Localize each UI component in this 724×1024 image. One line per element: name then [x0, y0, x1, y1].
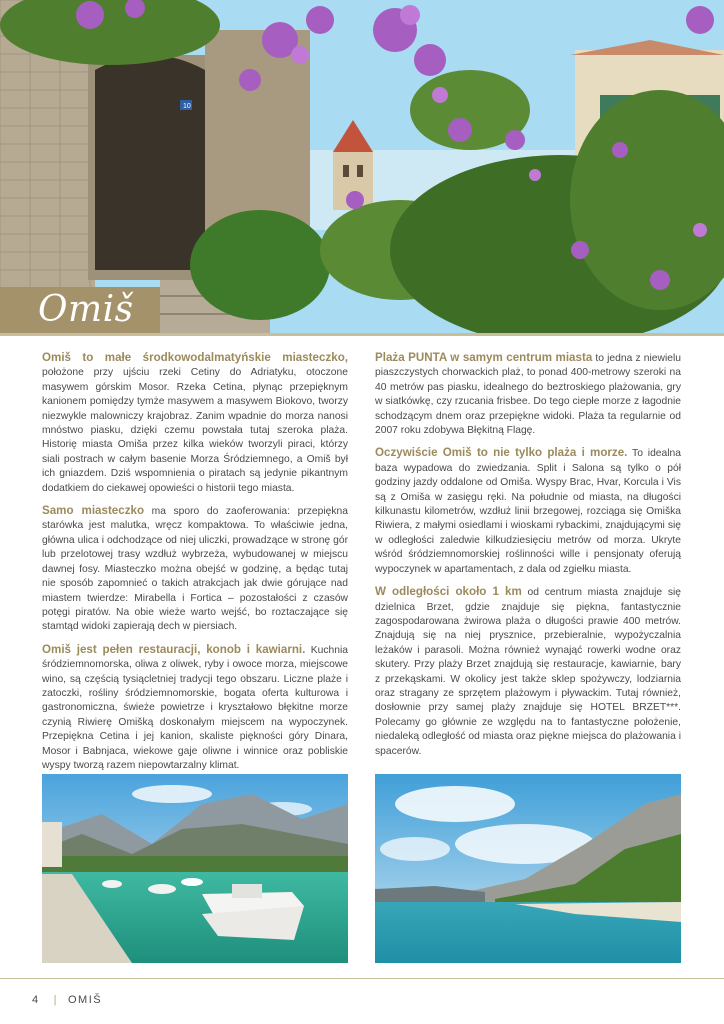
hero-illustration: [0, 0, 724, 333]
photo-harbour: [42, 774, 348, 963]
footer-section-name: OMIŠ: [67, 994, 103, 1006]
paragraph-brzet: [375, 585, 681, 759]
page-number: 4: [32, 994, 40, 1006]
paragraph-town: [42, 504, 348, 635]
page-footer: [32, 994, 102, 1006]
paragraph-lead: Omiš to małe środkowodalmatyńskie miasteczko,: [42, 351, 348, 364]
title-band: [0, 287, 160, 333]
left-column: [42, 351, 348, 781]
paragraph-body: od centrum miasta znajduje się dzielnica Brzet, gdzie znajduje się piękna, fantastycznie zagospodarowana żwirowa plaża o długości prawie 400 metrów. Znajdują się na niej prysznice, przebieralnie, wypożyczalnia leżaków i parasoli. Można również wynająć rowerki wodne oraz skutery. Przy plaży Brzet znajdują się restauracje, kawiarnie, bary z przekąskami. W okolicy jest także sklep spożywczy, lodziarnia oraz stragany ze sprzętem plażowym i pływackim. Tutaj również, dosłownie przy samej plaży znajduje się HOTEL BRZET***. Polecamy go głównie ze względu na to fantastyczne położenie, niedaleką odległość od miasta oraz piękne miejsca do plażowania i spacerów.: [375, 587, 681, 757]
paragraph-lead: Samo miasteczko: [42, 504, 145, 518]
paragraph-body: położone przy ujściu rzeki Cetiny do Adriatyku, otoczone masywem górskim Mosor. Rzeka Cetina, płynąc przepięknym kanionem pomiędzy tymże masywem a masywem Biokovo, tworzy niezwykle malowniczy krajobraz. Zanim wpadnie do morza nanosi mnóstwo piasku, dzięki czemu powstała tutaj szeroka plaża. Historię miasta Omiša przez kilka wieków tworzyli piraci, którzy siali postrach w całym basenie Morza Śródziemnego, a Omiš był ich gniazdem. Dziś wspomnienia o piratach są jedynie pikantnym dodatkiem do ciekawej opowieści o historii tego miasta.: [42, 367, 348, 494]
right-column: [375, 351, 681, 767]
paragraph-omis-intro: [42, 351, 348, 496]
top-divider: [0, 333, 724, 336]
house-number: 10: [183, 103, 191, 110]
paragraph-excursions: [375, 446, 681, 577]
bottom-divider: [0, 978, 724, 979]
paragraph-body: ma sporo do zaoferowania: przepiękna starówka jest malutka, wręcz kompaktowa. To właściwie jedna, główna ulica i odchodzące od niej uliczki, prowadzące w stronę gór lub przelotowej trasy wzdłuż wybrzeża, wybudowanej w miejscu dawnej fosy. Miasteczko można obejść w godzinę, a będąc tutaj nie sposób zapomnieć o takich atrakcjach jak dwie górujące nad miastem twierdze: Mirabella i Fortica – pozostałości z czasów potęgi piratów. Na obie wieże warto wejść, bo roztaczające się stamtąd widoki zapierają dech w piersiach.: [42, 506, 348, 633]
footer-separator: |: [53, 994, 58, 1006]
paragraph-body: to jedna z niewielu piaszczystych chorwackich plaż, to ponad 400-metrowy szeroki na 40 metrów pas piasku, idealnego do beztroskiego plażowania, gry w siatkówkę, czy rzucania frisbee. Do tego ciepłe morze z łagodnie schodzącym dnem oraz przepiękne widoki. Plaża ta regularnie od 2007 roku zdobywa Błękitną Flagę.: [375, 353, 681, 437]
paragraph-body: Kuchnia śródziemnomorska, oliwa z oliwek, ryby i owoce morza, miejscowe wino, są częścią tysiącletniej tradycji tego obszaru. Liczne plaże i zatoczki, rośliny śródziemnomorskie, bogata oferta kulturowa i gastronomiczna, świeże powietrze i kryształowo błękitne morze czynią Riwierę Omišką doskonałym miejscem na wypoczynek. Przepiękna Cetina i jej kanion, skaliste piękności góry Dinara, Mosor i Babnjaca, wiekowe gaje oliwne i winnice oraz pobliskie wyspy tworzą razem niepowtarzalny klimat.: [42, 644, 348, 771]
page-title: Omiš: [38, 289, 134, 330]
paragraph-restaurants: [42, 643, 348, 774]
photo-beach: [375, 774, 681, 963]
paragraph-lead: Plaża PUNTA w samym centrum miasta: [375, 351, 593, 364]
paragraph-body: To idealna baza wypadowa do zwiedzania. Split i Salona są tylko o pół godziny jazdy oddalone od Omiša. Wyspy Brac, Hvar, Korcula i Vis są z Omiša w zasięgu ręki. Na południe od miasta, na długości kilkunastu kilometrów, wzdłuż linii brzegowej, rozciąga się Omiška Riwiera, z małymi osiedlami i wioskami rybackimi, znajdującymi się w odległości zaledwie kilkudziesięciu metrów od morza. Ukryte wśród śródziemnomorskiej roślinności wille i pensjonaty oferują wypoczynek w apartamentach, z dala od zgiełku miasta.: [375, 448, 681, 575]
paragraph-lead: Oczywiście Omiš to nie tylko plaża i morze.: [375, 446, 628, 460]
paragraph-lead: Omiš jest pełen restauracji, konob i kawiarni.: [42, 642, 306, 656]
paragraph-lead: W odległości około 1 km: [375, 585, 522, 599]
paragraph-punta-beach: [375, 351, 681, 438]
hero-photo: [0, 0, 724, 333]
